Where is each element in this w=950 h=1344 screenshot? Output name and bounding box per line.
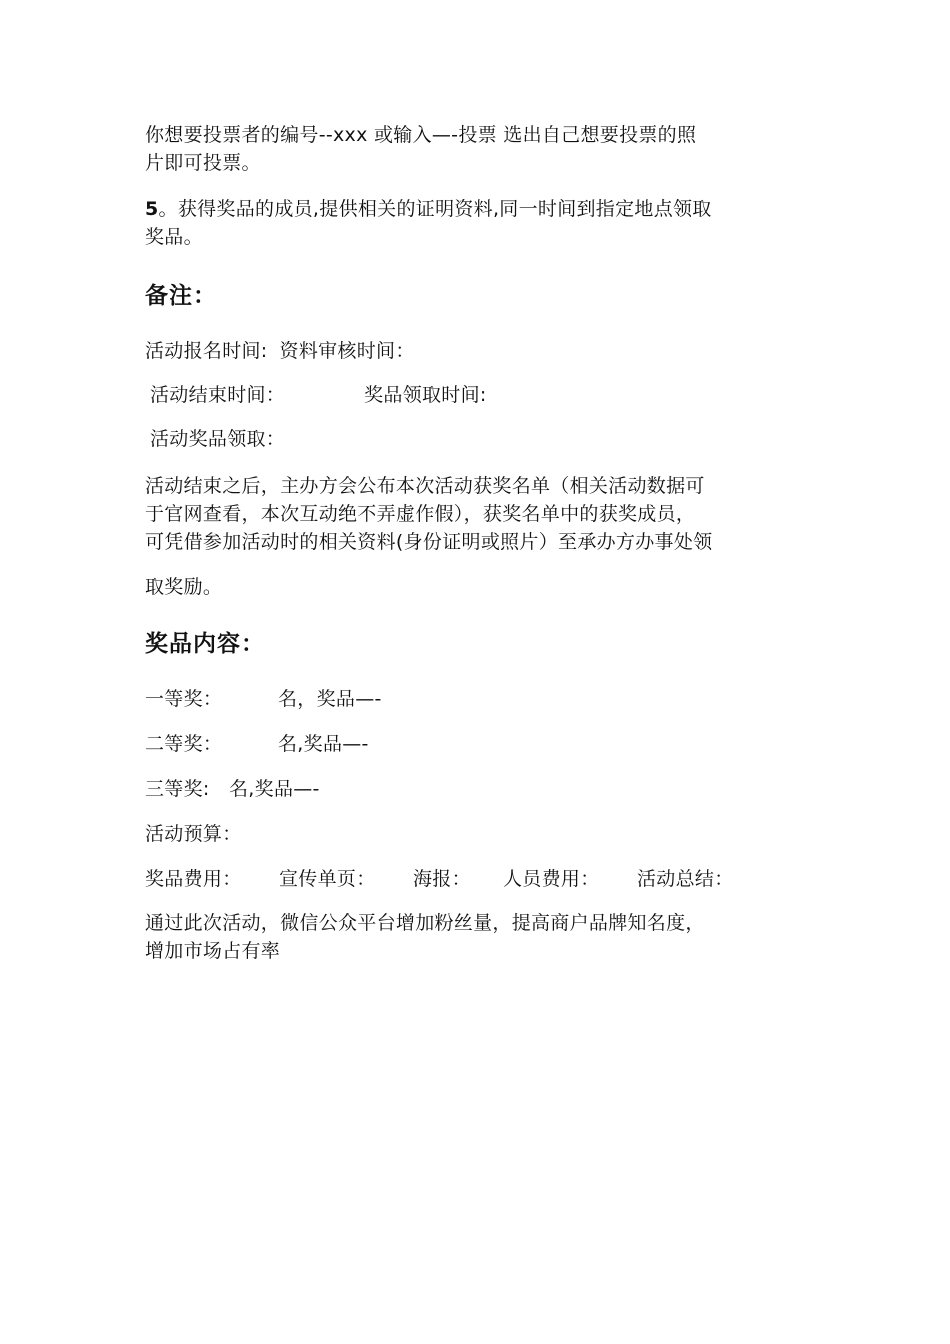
remarks-time-row-1 [145, 337, 415, 365]
end-time-label: 活动结束时间： [150, 384, 286, 406]
remarks-heading: 备注： [145, 283, 217, 309]
summary-line-2: 增加市场占有率 [145, 940, 281, 962]
claim-time-label: 奖品领取时间: [364, 384, 487, 406]
intro-line-1: 你想要投票者的编号--xxx 或输入—-投票 选出自己想要投票的照 [145, 124, 697, 146]
summary-label: 活动总结： [637, 868, 734, 890]
remarks-para-line-1: 活动结束之后，主办方会公布本次活动获奖名单（相关活动数据可 [145, 475, 705, 497]
remarks-para-line-2: 于官网查看，本次互动绝不弄虚作假），获奖名单中的获奖成员， [145, 503, 696, 525]
step-5-text: 。获得奖品的成员,提供相关的证明资料,同一时间到指定地点领取 [158, 198, 712, 220]
third-prize-row [145, 775, 320, 803]
step-5-line-2: 奖品。 [145, 226, 203, 248]
review-time-label: 资料审核时间： [279, 340, 415, 362]
summary-line-1: 通过此次活动，微信公众平台增加粉丝量，提高商户品牌知名度， [145, 912, 705, 934]
register-time-label: 活动报名时间: [145, 340, 268, 362]
poster-cost-label: 海报： [413, 868, 471, 890]
second-prize-text: 名,奖品—- [278, 733, 369, 755]
prizes-heading: 奖品内容： [145, 631, 265, 657]
remarks-para-line-4: 取奖励。 [145, 576, 223, 598]
remarks-time-row-2 [150, 381, 487, 409]
first-prize-text: 名，奖品—- [278, 688, 382, 710]
prize-cost-label: 奖品费用： [145, 868, 242, 890]
intro-line-2: 片即可投票。 [145, 152, 261, 174]
first-prize-row [145, 685, 382, 713]
cost-row [145, 865, 734, 893]
first-prize-label: 一等奖： [145, 688, 223, 710]
third-prize-label: 三等奖: [145, 778, 210, 800]
step-number: 5 [145, 198, 159, 220]
staff-cost-label: 人员费用： [503, 868, 600, 890]
flyer-cost-label: 宣传单页： [279, 868, 376, 890]
prize-claim-label: 活动奖品领取： [150, 428, 286, 450]
third-prize-text: 名,奖品—- [229, 778, 320, 800]
second-prize-label: 二等奖： [145, 733, 223, 755]
remarks-para-line-3: 可凭借参加活动时的相关资料(身份证明或照片）至承办方办事处领 [145, 531, 713, 553]
second-prize-row [145, 730, 369, 758]
step-5-line-1 [145, 195, 712, 223]
budget-label: 活动预算： [145, 823, 242, 845]
